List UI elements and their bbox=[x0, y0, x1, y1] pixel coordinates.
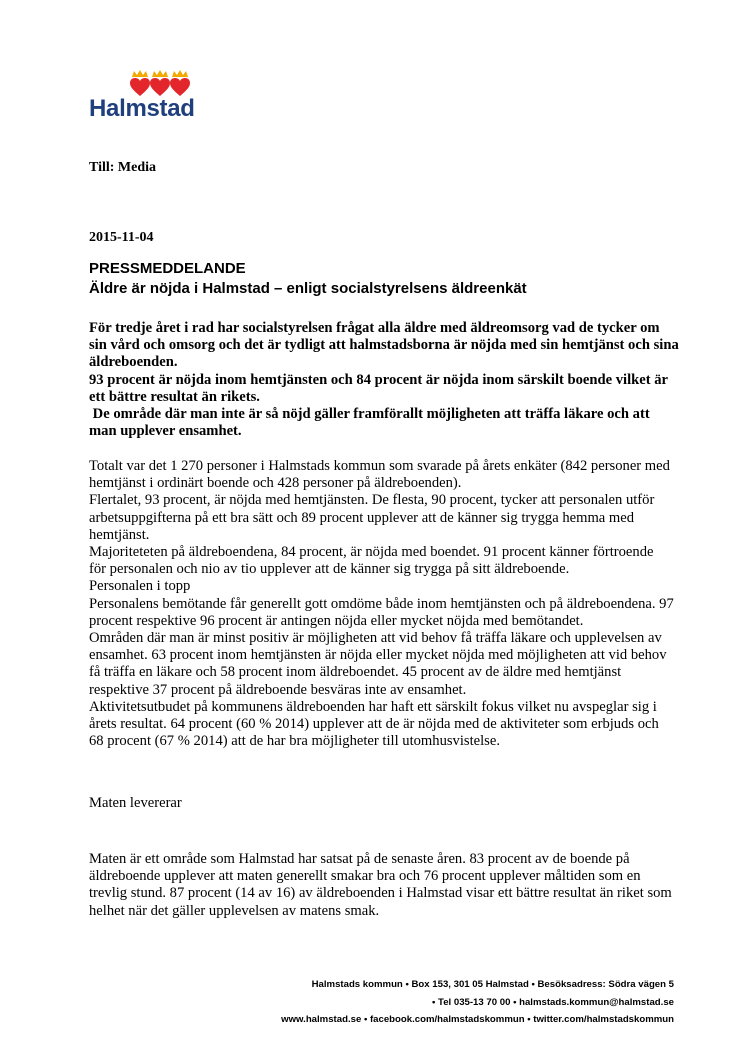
lead-paragraph: 93 procent är nöjda inom hemtjänsten och 84 procent är nöjda inom särskilt boende vilket är ett bättre resultat än rikets. bbox=[89, 371, 668, 405]
press-release-label: PRESSMEDDELANDE bbox=[89, 260, 246, 277]
body-paragraph: Flertalet, 93 procent, är nöjda med hemtjänsten. De flesta, 90 procent, tycker att personalen utför arbetsuppgifterna på ett bra sätt och 89 procent upplever att de känner sig trygga hemma med hemtjänst. bbox=[89, 492, 655, 543]
headline: Äldre är nöjda i Halmstad – enligt socialstyrelsens äldreenkät bbox=[89, 280, 527, 297]
recipient-line: Till: Media bbox=[89, 160, 157, 175]
subheading-staff: Personalen i topp bbox=[89, 578, 191, 595]
footer-web-links: www.halmstad.se • facebook.com/halmstadskommun • twitter.com/halmstadskommun bbox=[281, 1014, 674, 1025]
food-section bbox=[89, 851, 674, 920]
contact-footer bbox=[114, 976, 674, 1029]
body-paragraph: Totalt var det 1 270 personer i Halmstads kommun som svarade på årets enkäter (842 personer med hemtjänst i ordinärt boende och 428 personer på äldreboenden). bbox=[89, 458, 670, 492]
lead-paragraph: De område där man inte är så nöjd gäller framförallt möjligheten att träffa läkare och att man upplever ensamhet. bbox=[89, 406, 654, 440]
footer-phone-email: • Tel 035-13 70 00 • halmstads.kommun@halmstad.se bbox=[432, 996, 674, 1008]
logo-wordmark: Halmstad bbox=[89, 95, 195, 122]
three-crowns-hearts-icon bbox=[129, 68, 193, 98]
body-paragraph: Aktivitetsutbudet på kommunens äldreboenden har haft ett särskilt fokus vilket nu avspeglar sig i årets resultat. 64 procent (60 % 2014) upplever att de är nöjda med de aktiviteter som erbjuds och 68 procent (67 % 2014) att de har bra möjligheter till utomhusvistelse. bbox=[89, 698, 659, 750]
body-paragraph: Maten är ett område som Halmstad har satsat på de senaste åren. 83 procent av de boende på äldreboende upplever att maten generellt smakar bra och 76 procent upplever måltiden som en trevlig stund. 87 procent (14 av 16) av äldreboenden i Halmstad visar ett bättre resultat än riket som helhet när det gäller upplevelsen av matens smak. bbox=[89, 851, 672, 919]
body-text bbox=[89, 458, 674, 750]
body-paragraph: Personalens bemötande får generellt gott omdöme både inom hemtjänsten och på äldreboendena. 97 procent respektive 96 procent är antingen nöjda eller mycket nöjda med bemötandet. bbox=[89, 595, 674, 629]
lead-paragraphs bbox=[89, 320, 679, 440]
body-paragraph: Majoriteteten på äldreboendena, 84 procent, är nöjda med boendet. 91 procent känner förtroende för personalen och nio av tio upplever att de känner sig trygga på sitt äldreboende. bbox=[89, 544, 654, 578]
body-paragraph: Områden där man är minst positiv är möjligheten att vid behov få träffa läkare och upplevelsen av ensamhet. 63 procent inom hemtjänsten är nöjda eller mycket nöjda med möjligheten att vid behov få träffa en läkare och 58 procent inom äldreboendet. 45 procent av de äldre med hemtjänst respektive 37 procent på äldreboende besväras inte av ensamhet. bbox=[89, 630, 667, 698]
footer-address: Halmstads kommun • Box 153, 301 05 Halmstad • Besöksadress: Södra vägen 5 bbox=[311, 979, 674, 990]
subheading-food: Maten levererar bbox=[89, 795, 182, 811]
halmstad-logo bbox=[89, 68, 201, 124]
release-date: 2015-11-04 bbox=[89, 230, 154, 245]
lead-paragraph: För tredje året i rad har socialstyrelsen frågat alla äldre med äldreomsorg vad de tycker om sin vård och omsorg och det är tydligt att halmstadsborna är nöjda med sin hemtjänst och sina äldreboenden. bbox=[89, 320, 679, 371]
